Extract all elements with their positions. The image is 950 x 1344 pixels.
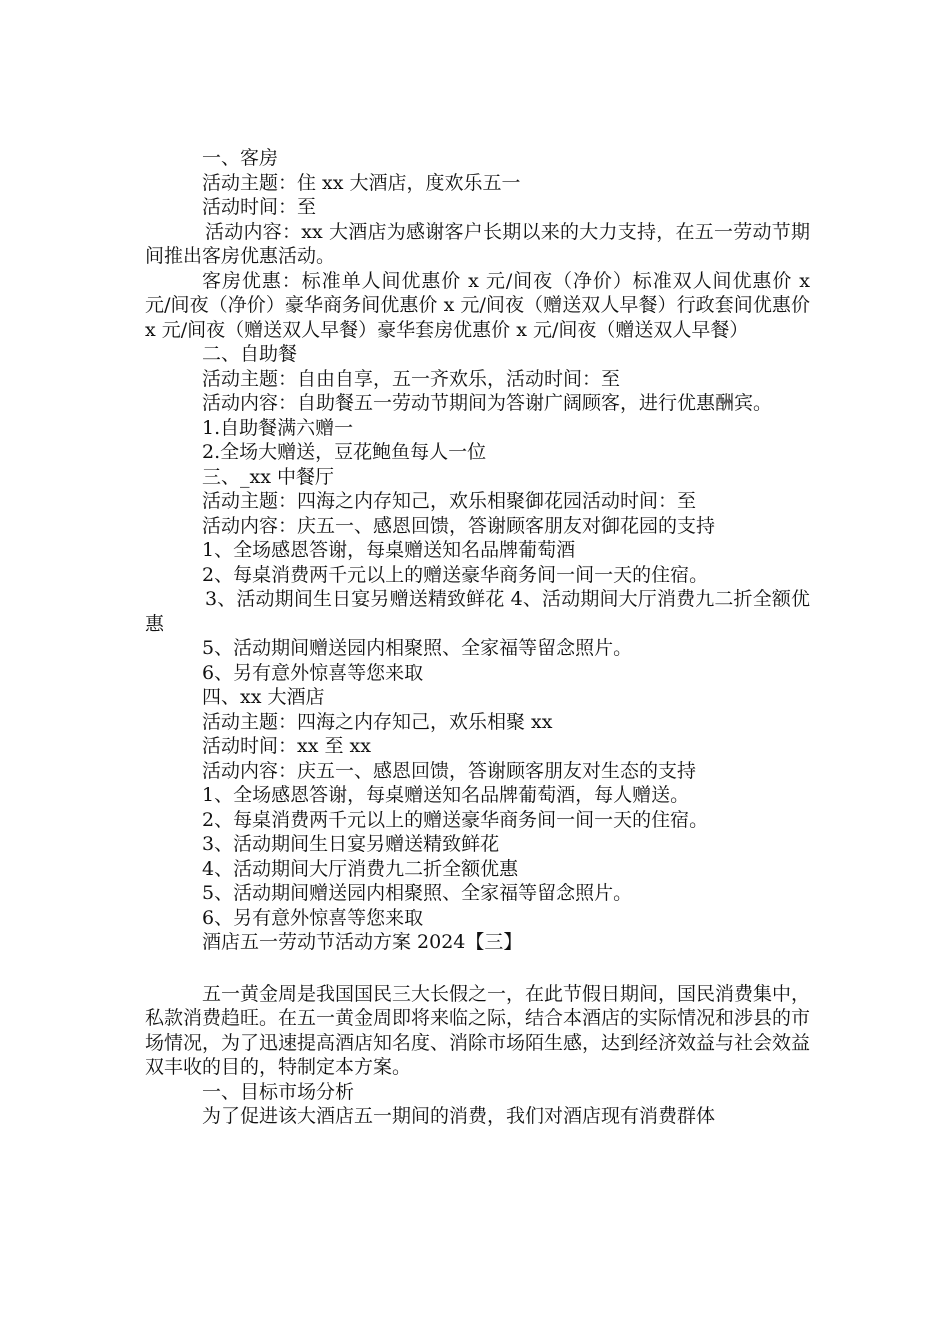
list-item: 2、每桌消费两千元以上的赠送豪华商务间一间一天的住宿。 xyxy=(202,563,709,586)
list-item: 5、活动期间赠送园内相聚照、全家福等留念照片。 xyxy=(202,882,633,904)
section-heading-chinese-restaurant: 三、_xx 中餐厅 xyxy=(202,465,334,488)
section-heading-hotel: 四、xx 大酒店 xyxy=(202,686,325,708)
list-item: 3、活动期间生日宴另赠送精致鲜花 4、活动期间大厅消费九二折全额优惠 xyxy=(145,588,810,635)
paragraph: 活动时间：xx 至 xx xyxy=(202,735,371,757)
document-body xyxy=(145,146,810,1129)
paragraph: 客房优惠：标准单人间优惠价 x 元/间夜（净价）标准双人间优惠价 x 元/间夜（净价）豪华商务间优惠价 x 元/间夜（赠送双人早餐）行政套间优惠价 x 元/间夜（赠送双人早餐）豪华套房优惠价 x 元/间夜（赠送双人早餐） xyxy=(145,269,810,341)
document-section-title: 酒店五一劳动节活动方案 2024【三】 xyxy=(202,931,523,953)
paragraph: 为了促进该大酒店五一期间的消费，我们对酒店现有消费群体 xyxy=(202,1105,716,1127)
section-heading-target-market: 一、目标市场分析 xyxy=(202,1080,355,1103)
paragraph: 活动内容：自助餐五一劳动节期间为答谢广阔顾客，进行优惠酬宾。 xyxy=(202,392,773,414)
list-item: 1、全场感恩答谢，每桌赠送知名品牌葡萄酒 xyxy=(202,539,576,561)
list-item: 6、另有意外惊喜等您来取 xyxy=(202,906,424,929)
list-item: 1.自助餐满六赠一 xyxy=(202,416,354,439)
paragraph: 活动主题：四海之内存知己，欢乐相聚 xx xyxy=(202,710,553,733)
paragraph: 五一黄金周是我国国民三大长假之一，在此节假日期间，国民消费集中，私款消费趋旺。在五一黄金周即将来临之际，结合本酒店的实际情况和涉县的市场情况，为了迅速提高酒店知名度、消除市场陌生感，达到经济效益与社会效益双丰收的目的，特制定本方案。 xyxy=(145,982,811,1078)
section-heading-guest-rooms: 一、客房 xyxy=(202,147,279,169)
section-heading-buffet: 二、自助餐 xyxy=(202,343,298,365)
list-item: 5、活动期间赠送园内相聚照、全家福等留念照片。 xyxy=(202,637,633,659)
paragraph: 活动内容：庆五一、感恩回馈，答谢顾客朋友对御花园的支持 xyxy=(202,514,716,537)
paragraph: 活动主题：住 xx 大酒店，度欢乐五一 xyxy=(202,171,521,194)
list-item: 2、每桌消费两千元以上的赠送豪华商务间一间一天的住宿。 xyxy=(202,808,709,831)
list-item: 6、另有意外惊喜等您来取 xyxy=(202,661,424,684)
paragraph: 活动时间：至 xyxy=(202,196,317,218)
list-item: 1、全场感恩答谢，每桌赠送知名品牌葡萄酒，每人赠送。 xyxy=(202,784,690,806)
list-item: 3、活动期间生日宴另赠送精致鲜花 xyxy=(202,833,500,855)
paragraph: 活动内容：xx 大酒店为感谢客户长期以来的大力支持，在五一劳动节期间推出客房优惠活动。 xyxy=(145,220,810,267)
paragraph: 活动内容：庆五一、感恩回馈，答谢顾客朋友对生态的支持 xyxy=(202,759,697,782)
paragraph: 活动主题：四海之内存知己，欢乐相聚御花园活动时间：至 xyxy=(202,490,697,512)
paragraph: 活动主题：自由自享，五一齐欢乐，活动时间：至 xyxy=(202,367,621,390)
list-item: 4、活动期间大厅消费九二折全额优惠 xyxy=(202,857,519,880)
list-item: 2.全场大赠送，豆花鲍鱼每人一位 xyxy=(202,441,487,463)
paragraph-spacer xyxy=(145,955,810,982)
